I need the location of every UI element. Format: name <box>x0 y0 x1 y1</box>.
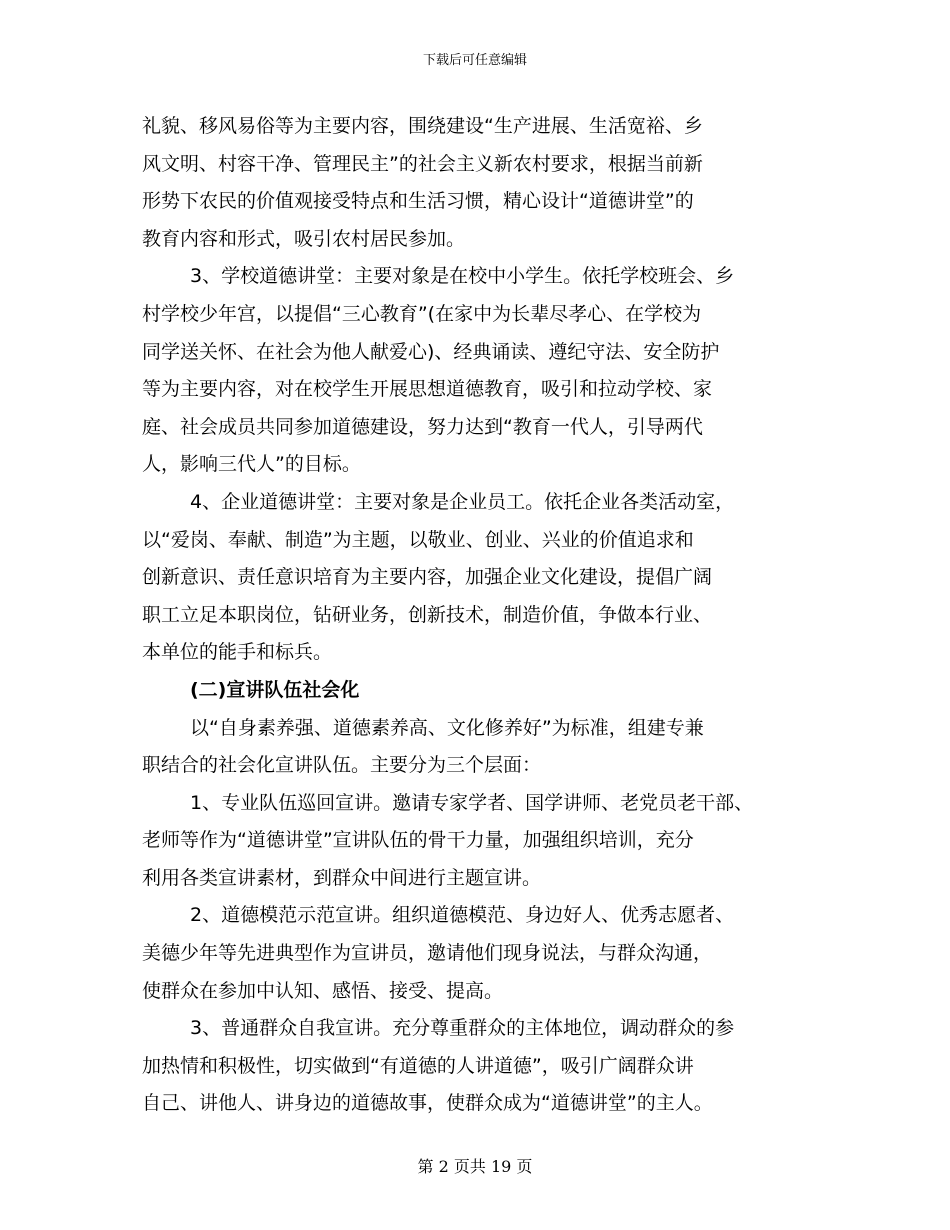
text-line: 风文明、村容干净、管理民主”的社会主义新农村要求，根据当前新 <box>142 152 703 175</box>
text-line: 形势下农民的价值观接受特点和生活习惯，精心设计“道德讲堂”的 <box>142 190 694 213</box>
text-line: 本单位的能手和标兵。 <box>142 641 333 664</box>
text-line: 1、专业队伍巡回宣讲。邀请专家学者、国学讲师、老党员老干部、 <box>190 791 754 814</box>
text-line: 村学校少年宫，以提倡“三心教育”(在家中为长辈尽孝心、在学校为 <box>142 302 702 325</box>
text-line: 3、学校道德讲堂：主要对象是在校中小学生。依托学校班会、乡 <box>190 265 735 288</box>
text-line: 同学送关怀、在社会为他人献爱心)、经典诵读、遵纪守法、安全防护 <box>142 340 720 363</box>
text-line: 职工立足本职岗位，钻研业务，创新技术，制造价值，争做本行业、 <box>142 603 713 626</box>
text-line: 自己、讲他人、讲身边的道德故事，使群众成为“道德讲堂”的主人。 <box>142 1092 713 1115</box>
document-body <box>142 108 832 1123</box>
text-line: 庭、社会成员共同参加道德建设，努力达到“教育一代人，引导两代 <box>142 415 703 438</box>
text-line: 职结合的社会化宣讲队伍。主要分为三个层面： <box>142 754 542 777</box>
text-line: 人，影响三代人”的目标。 <box>142 453 361 476</box>
text-line: 等为主要内容，对在校学生开展思想道德教育，吸引和拉动学校、家 <box>142 378 713 401</box>
text-line: 3、普通群众自我宣讲。充分尊重群众的主体地位，调动群众的参 <box>190 1017 735 1040</box>
text-line: 4、企业道德讲堂：主要对象是企业员工。依托企业各类活动室， <box>190 490 735 513</box>
section-heading: (二)宣讲队伍社会化 <box>190 678 360 701</box>
page-header: 下载后可任意编辑 <box>422 53 527 68</box>
text-line: 礼貌、移风易俗等为主要内容，围绕建设“生产进展、生活宽裕、乡 <box>142 115 703 137</box>
text-line: 美德少年等先进典型作为宣讲员，邀请他们现身说法，与群众沟通， <box>142 942 713 965</box>
text-line: 使群众在参加中认知、感悟、接受、提高。 <box>142 979 504 1002</box>
text-line: 以“爱岗、奉献、制造”为主题，以敬业、创业、兴业的价值追求和 <box>142 528 694 551</box>
text-line: 以“自身素养强、道德素养高、文化修养好”为标准，组建专兼 <box>190 716 704 739</box>
text-line: 利用各类宣讲素材，到群众中间进行主题宣讲。 <box>142 866 542 889</box>
text-line: 老师等作为“道德讲堂”宣讲队伍的骨干力量，加强组织培训，充分 <box>142 829 694 852</box>
text-line: 创新意识、责任意识培育为主要内容，加强企业文化建设，提倡广阔 <box>142 566 713 589</box>
text-line: 2、道德模范示范宣讲。组织道德模范、身边好人、优秀志愿者、 <box>190 904 735 927</box>
text-line: 加热情和积极性，切实做到“有道德的人讲道德”，吸引广阔群众讲 <box>142 1054 694 1077</box>
page-footer: 第 2 页共 19 页 <box>417 1157 533 1176</box>
text-line: 教育内容和形式，吸引农村居民参加。 <box>142 227 466 250</box>
